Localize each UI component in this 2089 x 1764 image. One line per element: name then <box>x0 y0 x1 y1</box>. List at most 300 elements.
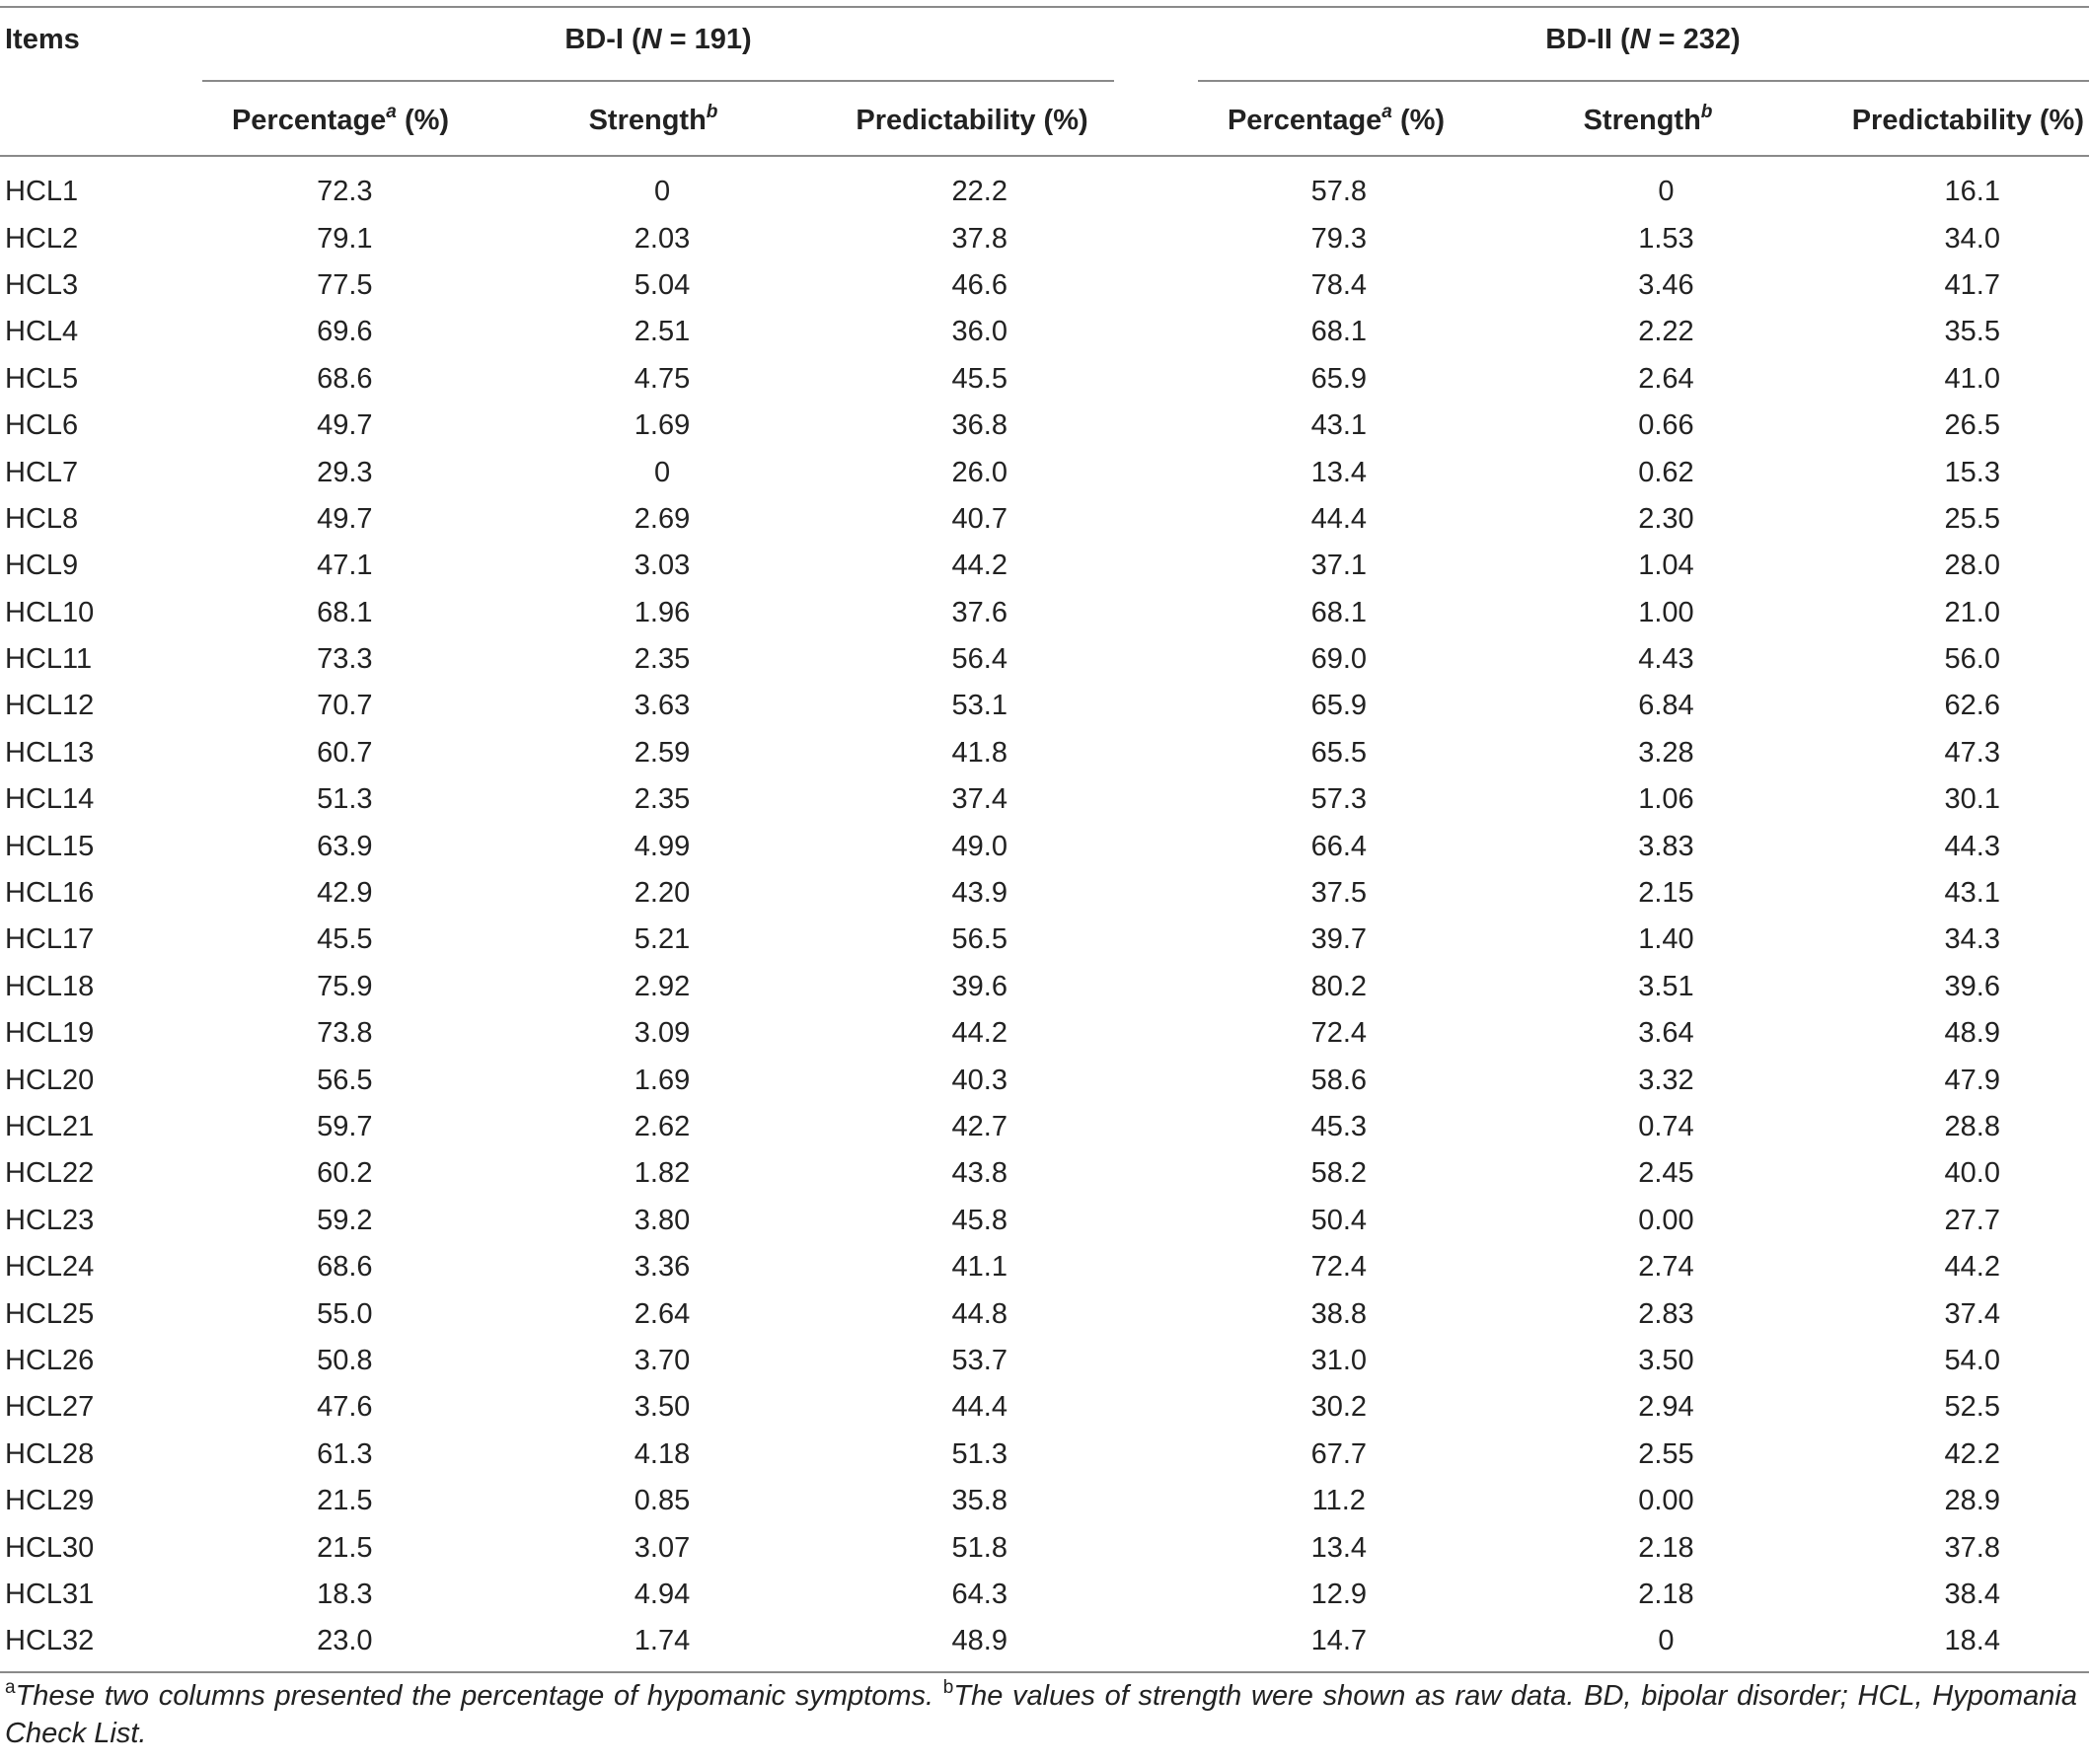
cell-bd1-percentage: 59.2 <box>317 1204 373 1236</box>
cell-bd1-strength: 1.82 <box>634 1157 691 1190</box>
cell-bd2-predictability: 38.4 <box>1944 1578 2000 1610</box>
cell-bd1-predictability: 46.6 <box>951 268 1007 301</box>
cell-item: HCL3 <box>5 268 79 301</box>
cell-item: HCL7 <box>5 456 79 488</box>
cell-bd2-percentage: 67.7 <box>1310 1437 1368 1470</box>
cell-item: HCL27 <box>5 1391 95 1424</box>
cell-bd2-strength: 0 <box>1658 1625 1675 1657</box>
cell-bd2-strength: 0.62 <box>1638 456 1694 488</box>
table-row <box>0 543 2089 589</box>
table-row <box>0 1524 2089 1571</box>
bottom-rule <box>0 1671 2089 1673</box>
cell-bd1-percentage: 60.7 <box>317 736 373 769</box>
cell-bd1-predictability: 44.4 <box>951 1391 1007 1424</box>
cell-item: HCL22 <box>5 1157 95 1190</box>
cell-gap <box>1117 449 1201 495</box>
cell-bd1-strength: 3.80 <box>634 1204 691 1236</box>
cell-bd1-predictability: 51.3 <box>951 1437 1007 1470</box>
cell-bd2-percentage: 50.4 <box>1310 1204 1368 1236</box>
cell-bd2-percentage: 57.3 <box>1310 783 1368 816</box>
cell-item: HCL25 <box>5 1297 95 1330</box>
cell-gap <box>1117 496 1201 543</box>
cell-bd2-predictability: 48.9 <box>1944 1017 2000 1050</box>
cell-gap <box>1117 1384 1201 1431</box>
data-table <box>0 169 2089 1665</box>
cell-bd2-predictability: 62.6 <box>1944 690 2000 722</box>
cell-bd2-strength: 3.32 <box>1638 1064 1694 1096</box>
table-row <box>0 1290 2089 1337</box>
cell-gap <box>1117 776 1201 823</box>
cell-bd2-strength: 1.04 <box>1638 550 1694 582</box>
cell-bd1-percentage: 21.5 <box>317 1531 373 1564</box>
cell-bd1-percentage: 77.5 <box>317 268 373 301</box>
table-row <box>0 917 2089 963</box>
cell-gap <box>1117 215 1201 261</box>
cell-bd1-predictability: 44.2 <box>951 1017 1007 1050</box>
cell-item: HCL14 <box>5 783 95 816</box>
cell-bd1-strength: 2.62 <box>634 1111 691 1142</box>
cell-gap <box>1117 823 1201 869</box>
cell-bd1-percentage: 70.7 <box>317 690 373 722</box>
cell-bd1-predictability: 44.2 <box>951 550 1007 582</box>
table-row <box>0 1198 2089 1244</box>
cell-bd1-strength: 5.21 <box>634 923 691 956</box>
table-row <box>0 215 2089 261</box>
cell-bd2-predictability: 42.2 <box>1944 1437 2000 1470</box>
cell-bd2-strength: 4.43 <box>1638 643 1694 676</box>
cell-bd2-strength: 3.50 <box>1638 1344 1694 1376</box>
cell-bd2-strength: 0.00 <box>1638 1485 1694 1517</box>
cell-bd2-strength: 0.00 <box>1638 1204 1694 1236</box>
cell-gap <box>1117 1478 1201 1524</box>
cell-bd1-strength: 4.94 <box>634 1578 691 1610</box>
cell-bd2-percentage: 30.2 <box>1310 1391 1368 1424</box>
table-row <box>0 356 2089 403</box>
cell-bd1-strength: 1.74 <box>634 1625 691 1657</box>
cell-gap <box>1117 1010 1201 1057</box>
cell-item: HCL10 <box>5 596 95 628</box>
cell-item: HCL6 <box>5 409 79 442</box>
cell-bd1-predictability: 43.8 <box>951 1157 1007 1190</box>
cell-bd2-percentage: 37.5 <box>1310 877 1368 910</box>
cell-bd1-strength: 3.36 <box>634 1251 691 1284</box>
cell-bd2-percentage: 66.4 <box>1310 830 1368 862</box>
cell-gap <box>1117 1572 1201 1618</box>
cell-gap <box>1117 403 1201 449</box>
cell-bd1-strength: 2.35 <box>634 643 691 676</box>
cell-bd2-predictability: 56.0 <box>1944 643 2000 676</box>
cell-bd2-strength: 2.74 <box>1638 1251 1694 1284</box>
cell-gap <box>1117 1338 1201 1384</box>
table-row <box>0 496 2089 543</box>
cell-bd2-strength: 2.83 <box>1638 1297 1694 1330</box>
table-row <box>0 1244 2089 1290</box>
cell-bd1-strength: 4.75 <box>634 362 691 395</box>
cell-bd1-predictability: 49.0 <box>951 830 1007 862</box>
cell-bd1-predictability: 41.1 <box>951 1251 1007 1284</box>
cell-bd2-strength: 6.84 <box>1638 690 1694 722</box>
cell-gap <box>1117 1104 1201 1150</box>
cell-bd2-predictability: 30.1 <box>1944 783 2000 816</box>
cell-bd1-percentage: 68.6 <box>317 1251 373 1284</box>
cell-bd1-predictability: 35.8 <box>951 1485 1007 1517</box>
cell-bd2-percentage: 13.4 <box>1310 456 1368 488</box>
cell-bd2-percentage: 79.3 <box>1310 222 1368 255</box>
cell-gap <box>1117 1524 1201 1571</box>
cell-bd1-strength: 2.64 <box>634 1297 691 1330</box>
cell-bd1-predictability: 56.5 <box>951 923 1007 956</box>
cell-gap <box>1117 636 1201 683</box>
table-row <box>0 1618 2089 1664</box>
cell-item: HCL13 <box>5 736 95 769</box>
cell-bd2-predictability: 34.0 <box>1944 222 2000 255</box>
cell-item: HCL12 <box>5 690 95 722</box>
cell-bd1-strength: 2.51 <box>634 316 691 348</box>
cell-bd1-percentage: 29.3 <box>317 456 373 488</box>
table-row <box>0 823 2089 869</box>
group-rule-bd1 <box>202 80 1114 82</box>
cell-gap <box>1117 309 1201 355</box>
cell-bd2-percentage: 58.2 <box>1310 1157 1368 1190</box>
header-group-bd1: BD-I (N = 191) <box>564 24 752 55</box>
cell-bd1-strength: 2.59 <box>634 736 691 769</box>
cell-bd2-percentage: 68.1 <box>1310 596 1368 628</box>
cell-bd2-predictability: 54.0 <box>1944 1344 2000 1376</box>
cell-bd2-predictability: 37.4 <box>1944 1297 2000 1330</box>
cell-bd2-strength: 3.64 <box>1638 1017 1694 1050</box>
cell-bd1-percentage: 68.6 <box>317 362 373 395</box>
table-row <box>0 870 2089 917</box>
cell-item: HCL1 <box>5 176 79 208</box>
cell-bd1-predictability: 56.4 <box>951 643 1007 676</box>
table-row <box>0 730 2089 776</box>
cell-bd2-percentage: 68.1 <box>1310 316 1368 348</box>
table-row <box>0 1478 2089 1524</box>
cell-gap <box>1117 964 1201 1010</box>
cell-gap <box>1117 1198 1201 1244</box>
table-row <box>0 1572 2089 1618</box>
cell-bd2-strength: 2.15 <box>1638 877 1694 910</box>
cell-bd2-strength: 2.22 <box>1638 316 1694 348</box>
cell-bd2-percentage: 31.0 <box>1310 1344 1368 1376</box>
table-row <box>0 1338 2089 1384</box>
cell-item: HCL16 <box>5 877 95 910</box>
cell-bd1-strength: 2.20 <box>634 877 691 910</box>
cell-bd2-percentage: 45.3 <box>1310 1111 1368 1142</box>
cell-bd1-strength: 2.35 <box>634 783 691 816</box>
cell-gap <box>1117 1432 1201 1478</box>
cell-bd1-predictability: 45.5 <box>951 362 1007 395</box>
cell-item: HCL26 <box>5 1344 95 1376</box>
cell-bd1-predictability: 48.9 <box>951 1625 1007 1657</box>
cell-bd2-percentage: 58.6 <box>1310 1064 1368 1096</box>
cell-bd1-predictability: 44.8 <box>951 1297 1007 1330</box>
cell-bd1-strength: 5.04 <box>634 268 691 301</box>
cell-bd1-percentage: 59.7 <box>317 1111 373 1142</box>
cell-bd2-percentage: 65.9 <box>1310 690 1368 722</box>
table-row <box>0 964 2089 1010</box>
cell-bd1-predictability: 37.6 <box>951 596 1007 628</box>
cell-bd1-percentage: 61.3 <box>317 1437 373 1470</box>
table-row <box>0 683 2089 729</box>
header-bd2-strength: Strength$^b$ <box>1583 102 1713 136</box>
cell-bd1-strength: 3.09 <box>634 1017 691 1050</box>
cell-item: HCL24 <box>5 1251 95 1284</box>
cell-bd1-percentage: 51.3 <box>317 783 373 816</box>
cell-bd1-predictability: 37.8 <box>951 222 1007 255</box>
cell-bd1-predictability: 42.7 <box>951 1111 1007 1142</box>
cell-bd1-strength: 2.69 <box>634 502 691 535</box>
cell-bd1-percentage: 50.8 <box>317 1344 373 1376</box>
cell-bd1-predictability: 36.8 <box>951 409 1007 442</box>
cell-bd1-strength: 1.69 <box>634 409 691 442</box>
cell-bd1-percentage: 68.1 <box>317 596 373 628</box>
cell-bd2-predictability: 43.1 <box>1944 877 2000 910</box>
cell-bd1-percentage: 45.5 <box>317 923 373 956</box>
cell-item: HCL9 <box>5 550 79 582</box>
cell-bd1-percentage: 47.1 <box>317 550 373 582</box>
cell-item: HCL21 <box>5 1111 95 1142</box>
cell-bd2-predictability: 28.9 <box>1944 1485 2000 1517</box>
cell-item: HCL32 <box>5 1625 95 1657</box>
table-row <box>0 1010 2089 1057</box>
cell-item: HCL20 <box>5 1064 95 1096</box>
cell-bd1-strength: 1.96 <box>634 596 691 628</box>
cell-bd1-percentage: 47.6 <box>317 1391 373 1424</box>
cell-bd2-predictability: 47.9 <box>1944 1064 2000 1096</box>
cell-bd2-percentage: 78.4 <box>1310 268 1368 301</box>
cell-bd2-predictability: 21.0 <box>1944 596 2000 628</box>
cell-bd2-predictability: 40.0 <box>1944 1157 2000 1190</box>
table-row <box>0 590 2089 636</box>
cell-item: HCL4 <box>5 316 79 348</box>
cell-bd1-predictability: 22.2 <box>951 176 1007 208</box>
cell-bd2-predictability: 37.8 <box>1944 1531 2000 1564</box>
cell-item: HCL31 <box>5 1578 95 1610</box>
cell-gap <box>1117 917 1201 963</box>
cell-gap <box>1117 870 1201 917</box>
table-row <box>0 309 2089 355</box>
cell-bd1-predictability: 51.8 <box>951 1531 1007 1564</box>
cell-item: HCL2 <box>5 222 79 255</box>
cell-item: HCL11 <box>5 643 93 676</box>
cell-bd2-strength: 2.94 <box>1638 1391 1694 1424</box>
cell-bd1-percentage: 69.6 <box>317 316 373 348</box>
cell-bd2-strength: 0.66 <box>1638 409 1694 442</box>
cell-bd2-percentage: 13.4 <box>1310 1531 1368 1564</box>
cell-bd2-percentage: 12.9 <box>1310 1578 1368 1610</box>
cell-bd2-percentage: 72.4 <box>1310 1251 1368 1284</box>
cell-bd1-predictability: 45.8 <box>951 1204 1007 1236</box>
cell-bd2-percentage: 72.4 <box>1310 1017 1368 1050</box>
cell-gap <box>1117 1057 1201 1103</box>
cell-bd2-percentage: 65.5 <box>1310 736 1368 769</box>
header-rule <box>0 155 2089 157</box>
cell-bd2-predictability: 27.7 <box>1944 1204 2000 1236</box>
cell-bd2-percentage: 38.8 <box>1310 1297 1368 1330</box>
cell-gap <box>1117 543 1201 589</box>
cell-bd1-strength: 3.07 <box>634 1531 691 1564</box>
cell-bd2-percentage: 80.2 <box>1310 970 1368 1002</box>
cell-bd2-strength: 3.28 <box>1638 736 1694 769</box>
table-row <box>0 1057 2089 1103</box>
cell-item: HCL17 <box>5 923 95 956</box>
cell-item: HCL5 <box>5 362 79 395</box>
cell-bd2-predictability: 47.3 <box>1944 736 2000 769</box>
cell-bd2-predictability: 34.3 <box>1944 923 2000 956</box>
cell-bd2-percentage: 14.7 <box>1310 1625 1368 1657</box>
cell-bd2-predictability: 16.1 <box>1944 176 2000 208</box>
cell-bd1-percentage: 55.0 <box>317 1297 373 1330</box>
cell-bd1-strength: 4.18 <box>634 1437 691 1470</box>
cell-bd1-strength: 2.92 <box>634 970 691 1002</box>
cell-bd1-predictability: 40.7 <box>951 502 1007 535</box>
table-row <box>0 636 2089 683</box>
cell-bd1-strength: 2.03 <box>634 222 691 255</box>
cell-bd1-percentage: 63.9 <box>317 830 373 862</box>
cell-bd2-strength: 2.64 <box>1638 362 1694 395</box>
cell-gap <box>1117 1150 1201 1197</box>
cell-bd2-strength: 1.00 <box>1638 596 1694 628</box>
cell-bd1-strength: 0.85 <box>634 1485 691 1517</box>
cell-bd2-percentage: 57.8 <box>1310 176 1368 208</box>
cell-bd1-predictability: 43.9 <box>951 877 1007 910</box>
cell-bd2-predictability: 28.0 <box>1944 550 2000 582</box>
cell-bd1-predictability: 41.8 <box>951 736 1007 769</box>
cell-bd1-strength: 0 <box>653 176 671 208</box>
cell-bd2-percentage: 37.1 <box>1310 550 1368 582</box>
cell-bd1-predictability: 53.7 <box>951 1344 1007 1376</box>
cell-gap <box>1117 683 1201 729</box>
header-items: Items <box>5 24 80 55</box>
cell-bd1-percentage: 56.5 <box>317 1064 373 1096</box>
cell-item: HCL18 <box>5 970 95 1002</box>
top-rule <box>0 6 2089 8</box>
table-row <box>0 403 2089 449</box>
table-row <box>0 1384 2089 1431</box>
table-row <box>0 1104 2089 1150</box>
header-bd1-percentage: Percentage$^a$ (%) <box>231 102 450 136</box>
cell-bd1-predictability: 26.0 <box>951 456 1007 488</box>
table-footnote: $^a$These two columns presented the percentage of hypomanic symptoms. $^b$The values of strength were shown as raw data. BD, bipolar disorder; HCL, Hypomania Check List. <box>5 1677 2077 1749</box>
cell-bd2-strength: 2.55 <box>1638 1437 1694 1470</box>
cell-bd1-percentage: 60.2 <box>317 1157 373 1190</box>
table-row <box>0 169 2089 215</box>
cell-gap <box>1117 1290 1201 1337</box>
cell-gap <box>1117 1618 1201 1664</box>
cell-item: HCL19 <box>5 1017 95 1050</box>
cell-bd2-strength: 2.18 <box>1638 1531 1694 1564</box>
cell-bd2-predictability: 44.3 <box>1944 830 2000 862</box>
cell-bd2-percentage: 11.2 <box>1311 1485 1366 1517</box>
cell-gap <box>1117 1244 1201 1290</box>
cell-bd2-predictability: 15.3 <box>1944 456 2000 488</box>
cell-bd2-percentage: 69.0 <box>1310 643 1368 676</box>
cell-bd2-strength: 3.46 <box>1638 268 1694 301</box>
cell-bd1-strength: 0 <box>653 456 671 488</box>
cell-gap <box>1117 590 1201 636</box>
cell-bd2-strength: 3.83 <box>1638 830 1694 862</box>
cell-bd2-predictability: 25.5 <box>1944 502 2000 535</box>
cell-bd2-predictability: 35.5 <box>1944 316 2000 348</box>
header-group-bd2: BD-II (N = 232) <box>1545 24 1741 55</box>
cell-bd2-strength: 2.18 <box>1638 1578 1694 1610</box>
cell-item: HCL28 <box>5 1437 95 1470</box>
cell-bd2-strength: 3.51 <box>1638 970 1694 1002</box>
cell-bd2-predictability: 41.0 <box>1944 362 2000 395</box>
cell-bd2-predictability: 18.4 <box>1944 1625 2000 1657</box>
cell-bd1-predictability: 40.3 <box>951 1064 1007 1096</box>
cell-bd1-predictability: 36.0 <box>951 316 1007 348</box>
cell-bd1-predictability: 39.6 <box>951 970 1007 1002</box>
group-rule-bd2 <box>1198 80 2089 82</box>
cell-bd2-percentage: 65.9 <box>1310 362 1368 395</box>
cell-gap <box>1117 730 1201 776</box>
cell-bd2-percentage: 39.7 <box>1310 923 1368 956</box>
cell-bd2-strength: 2.45 <box>1638 1157 1694 1190</box>
cell-item: HCL23 <box>5 1204 95 1236</box>
header-bd1-predictability: Predictability (%) <box>856 105 1088 136</box>
cell-bd1-percentage: 79.1 <box>317 222 373 255</box>
cell-item: HCL29 <box>5 1485 95 1517</box>
table-row <box>0 449 2089 495</box>
cell-bd1-percentage: 73.8 <box>317 1017 373 1050</box>
cell-bd1-predictability: 37.4 <box>951 783 1007 816</box>
cell-item: HCL30 <box>5 1531 95 1564</box>
cell-bd1-percentage: 21.5 <box>317 1485 373 1517</box>
cell-bd1-strength: 1.69 <box>634 1064 691 1096</box>
cell-bd2-strength: 1.53 <box>1638 222 1694 255</box>
cell-bd1-strength: 3.70 <box>634 1344 691 1376</box>
cell-bd1-percentage: 49.7 <box>317 409 373 442</box>
cell-bd1-percentage: 73.3 <box>317 643 373 676</box>
table-row <box>0 1150 2089 1197</box>
cell-bd2-predictability: 52.5 <box>1944 1391 2000 1424</box>
cell-bd2-strength: 1.06 <box>1638 783 1694 816</box>
header-bd2-predictability: Predictability (%) <box>1851 105 2084 136</box>
cell-bd2-predictability: 44.2 <box>1944 1251 2000 1284</box>
table-row <box>0 1432 2089 1478</box>
cell-bd2-predictability: 39.6 <box>1944 970 2000 1002</box>
cell-bd1-strength: 3.63 <box>634 690 691 722</box>
table-row <box>0 262 2089 309</box>
cell-bd1-percentage: 72.3 <box>317 176 373 208</box>
cell-bd1-strength: 3.50 <box>634 1391 691 1424</box>
cell-bd1-percentage: 18.3 <box>317 1578 373 1610</box>
cell-gap <box>1117 356 1201 403</box>
cell-bd1-predictability: 64.3 <box>951 1578 1007 1610</box>
cell-item: HCL15 <box>5 830 95 862</box>
cell-bd1-percentage: 42.9 <box>317 877 373 910</box>
cell-bd1-strength: 3.03 <box>634 550 691 582</box>
cell-bd2-percentage: 44.4 <box>1310 502 1368 535</box>
cell-gap <box>1117 262 1201 309</box>
cell-bd1-percentage: 75.9 <box>317 970 373 1002</box>
cell-bd1-strength: 4.99 <box>634 830 691 862</box>
cell-gap <box>1117 169 1201 215</box>
cell-item: HCL8 <box>5 502 79 535</box>
cell-bd1-percentage: 23.0 <box>317 1625 373 1657</box>
cell-bd2-percentage: 43.1 <box>1310 409 1368 442</box>
table-body <box>0 169 2089 1665</box>
cell-bd2-strength: 0 <box>1658 176 1675 208</box>
header-bd1-strength: Strength$^b$ <box>588 102 718 136</box>
cell-bd1-predictability: 53.1 <box>951 690 1007 722</box>
cell-bd2-strength: 1.40 <box>1638 923 1694 956</box>
cell-bd1-percentage: 49.7 <box>317 502 373 535</box>
table-row <box>0 776 2089 823</box>
cell-bd2-predictability: 26.5 <box>1944 409 2000 442</box>
